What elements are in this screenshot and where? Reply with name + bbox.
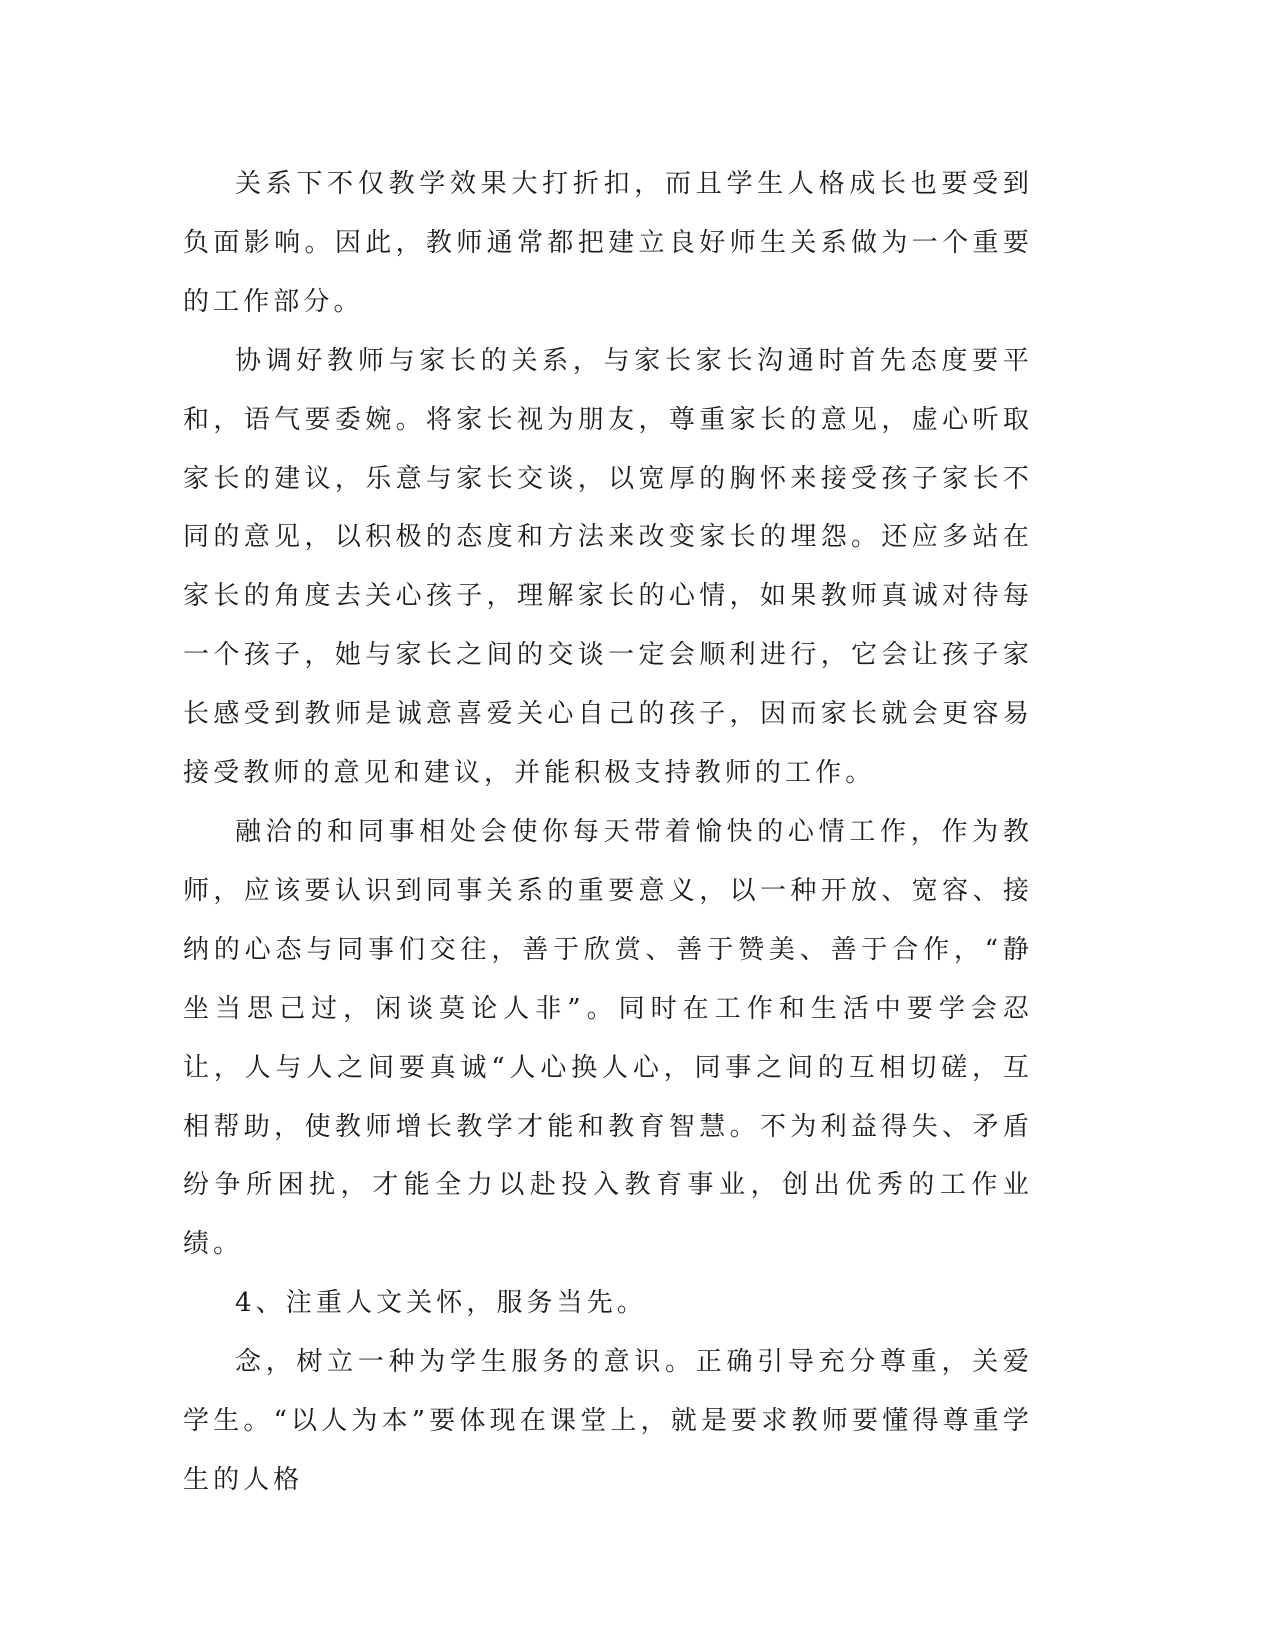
document-body [183,155,1033,1510]
paragraph-teacher-parent-relationship: 协调好教师与家长的关系，与家长家长沟通时首先态度要平和，语气要委婉。将家长视为朋友，尊重家长的意见，虚心听取家长的建议，乐意与家长交谈，以宽厚的胸怀来接受孩子家长不同的意见，以积极的态度和方法来改变家长的埋怨。还应多站在家长的角度去关心孩子，理解家长的心情，如果教师真诚对待每一个孩子，她与家长之间的交谈一定会顺利进行，它会让孩子家长感受到教师是诚意喜爱关心自己的孩子，因而家长就会更容易接受教师的意见和建议，并能积极支持教师的工作。 [183,345,1033,789]
paragraph-teacher-student-relationship: 关系下不仅教学效果大打折扣，而且学生人格成长也要受到负面影响。因此，教师通常都把建立良好师生关系做为一个重要的工作部分。 [183,169,1033,317]
section-heading-humanistic-care: 4、注重人文关怀，服务当先。 [235,1288,647,1319]
paragraph-colleague-relationship: 融洽的和同事相处会使你每天带着愉快的心情工作，作为教师，应该要认识到同事关系的重要意义，以一种开放、宽容、接纳的心态与同事们交往，善于欣赏、善于赞美、善于合作，“静坐当思己过，闲谈莫论人非”。同时在工作和生活中要学会忍让，人与人之间要真诚“人心换人心，同事之间的互相切磋，互相帮助，使教师增长教学才能和教育智慧。不为利益得失、矛盾纷争所困扰，才能全力以赴投入教育事业，创出优秀的工作业绩。 [183,816,1033,1260]
paragraph-service-awareness: 念，树立一种为学生服务的意识。正确引导充分尊重，关爱学生。“以人为本”要体现在课堂上，就是要求教师要懂得尊重学生的人格 [183,1347,1033,1495]
